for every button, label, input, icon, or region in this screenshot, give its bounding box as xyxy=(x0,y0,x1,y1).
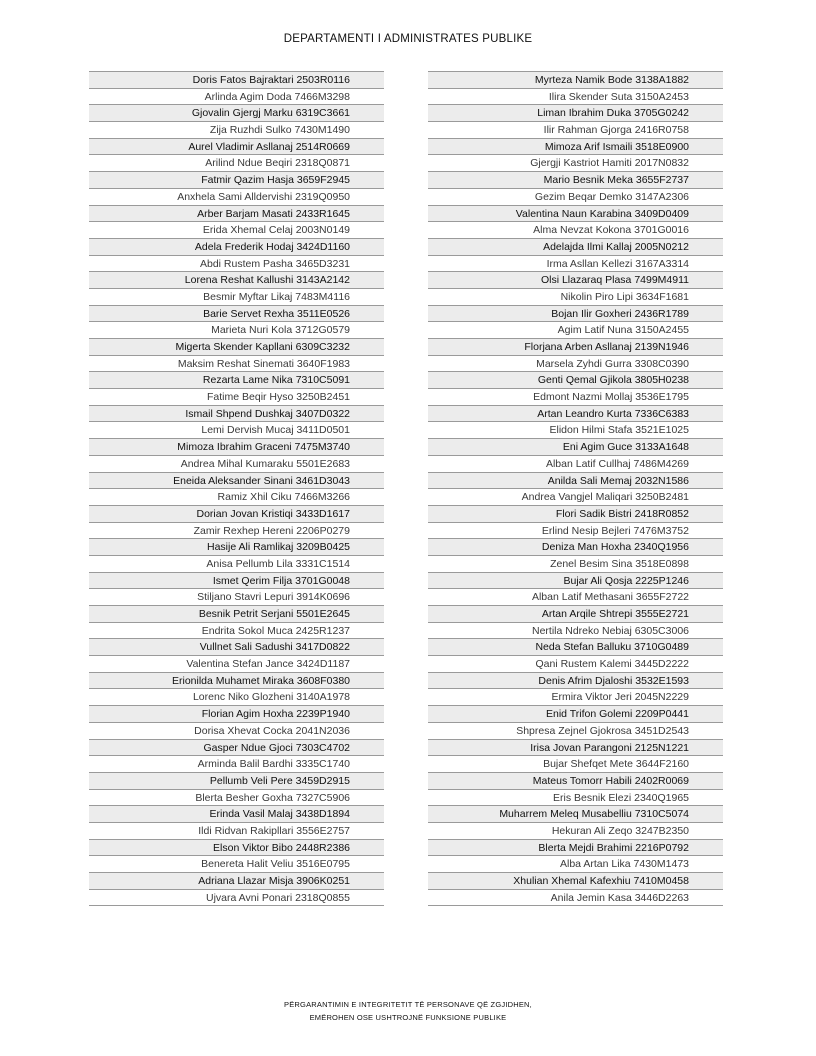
list-item: Blerta Besher Goxha 7327C5906 xyxy=(89,790,384,807)
list-item: Ermira Viktor Jeri 2045N2229 xyxy=(428,689,723,706)
list-item: Erida Xhemal Celaj 2003N0149 xyxy=(89,222,384,239)
list-item: Doris Fatos Bajraktari 2503R0116 xyxy=(89,72,384,89)
list-item: Mario Besnik Meka 3655F2737 xyxy=(428,172,723,189)
list-item: Genti Qemal Gjikola 3805H0238 xyxy=(428,372,723,389)
list-item: Mimoza Arif Ismaili 3518E0900 xyxy=(428,139,723,156)
list-item: Migerta Skender Kapllani 6309C3232 xyxy=(89,339,384,356)
list-item: Ilir Rahman Gjorga 2416R0758 xyxy=(428,122,723,139)
list-item: Enid Trifon Golemi 2209P0441 xyxy=(428,706,723,723)
list-item: Agim Latif Nuna 3150A2455 xyxy=(428,322,723,339)
list-item: Valentina Stefan Jance 3424D1187 xyxy=(89,656,384,673)
list-item: Anisa Pellumb Lila 3331C1514 xyxy=(89,556,384,573)
list-item: Mimoza Ibrahim Graceni 7475M3740 xyxy=(89,439,384,456)
list-item: Aurel Vladimir Asllanaj 2514R0669 xyxy=(89,139,384,156)
list-item: Dorisa Xhevat Cocka 2041N2036 xyxy=(89,723,384,740)
list-item: Neda Stefan Balluku 3710G0489 xyxy=(428,639,723,656)
list-item: Eneida Aleksander Sinani 3461D3043 xyxy=(89,473,384,490)
list-item: Lemi Dervish Mucaj 3411D0501 xyxy=(89,422,384,439)
list-item: Ujvara Avni Ponari 2318Q0855 xyxy=(89,890,384,907)
list-item: Blerta Mejdi Brahimi 2216P0792 xyxy=(428,840,723,857)
list-item: Gezim Beqar Demko 3147A2306 xyxy=(428,189,723,206)
list-item: Ismet Qerim Filja 3701G0048 xyxy=(89,573,384,590)
list-item: Erionilda Muhamet Miraka 3608F0380 xyxy=(89,673,384,690)
right-name-list xyxy=(428,71,723,906)
list-item: Alban Latif Methasani 3655F2722 xyxy=(428,589,723,606)
list-item: Edmont Nazmi Mollaj 3536E1795 xyxy=(428,389,723,406)
list-item: Bujar Shefqet Mete 3644F2160 xyxy=(428,756,723,773)
list-item: Fatmir Qazim Hasja 3659F2945 xyxy=(89,172,384,189)
list-item: Ramiz Xhil Ciku 7466M3266 xyxy=(89,489,384,506)
list-item: Myrteza Namik Bode 3138A1882 xyxy=(428,72,723,89)
list-item: Adela Frederik Hodaj 3424D1160 xyxy=(89,239,384,256)
list-item: Artan Leandro Kurta 7336C6383 xyxy=(428,406,723,423)
list-item: Arlinda Agim Doda 7466M3298 xyxy=(89,89,384,106)
list-item: Irisa Jovan Parangoni 2125N1221 xyxy=(428,740,723,757)
list-item: Arber Barjam Masati 2433R1645 xyxy=(89,206,384,223)
list-item: Erinda Vasil Malaj 3438D1894 xyxy=(89,806,384,823)
list-item: Irma Asllan Kellezi 3167A3314 xyxy=(428,256,723,273)
list-item: Gjovalin Gjergj Marku 6319C3661 xyxy=(89,105,384,122)
list-item: Shpresa Zejnel Gjokrosa 3451D2543 xyxy=(428,723,723,740)
list-item: Lorena Reshat Kallushi 3143A2142 xyxy=(89,272,384,289)
list-item: Abdi Rustem Pasha 3465D3231 xyxy=(89,256,384,273)
list-item: Alban Latif Cullhaj 7486M4269 xyxy=(428,456,723,473)
list-item: Stiljano Stavri Lepuri 3914K0696 xyxy=(89,589,384,606)
list-item: Zenel Besim Sina 3518E0898 xyxy=(428,556,723,573)
list-item: Florian Agim Hoxha 2239P1940 xyxy=(89,706,384,723)
footer-line-2: EMËROHEN OSE USHTROJNË FUNKSIONE PUBLIKE xyxy=(309,1013,507,1022)
list-item: Ildi Ridvan Rakipllari 3556E2757 xyxy=(89,823,384,840)
list-item: Elidon Hilmi Stafa 3521E1025 xyxy=(428,422,723,439)
list-item: Andrea Vangjel Maliqari 3250B2481 xyxy=(428,489,723,506)
list-item: Anilda Sali Memaj 2032N1586 xyxy=(428,473,723,490)
list-item: Lorenc Niko Glozheni 3140A1978 xyxy=(89,689,384,706)
list-item: Dorian Jovan Kristiqi 3433D1617 xyxy=(89,506,384,523)
footer xyxy=(0,998,816,1024)
list-item: Denis Afrim Djaloshi 3532E1593 xyxy=(428,673,723,690)
list-item: Olsi Llazaraq Plasa 7499M4911 xyxy=(428,272,723,289)
list-item: Flori Sadik Bistri 2418R0852 xyxy=(428,506,723,523)
list-item: Elson Viktor Bibo 2448R2386 xyxy=(89,840,384,857)
page-title: DEPARTAMENTI I ADMINISTRATES PUBLIKE xyxy=(283,33,533,45)
list-item: Marieta Nuri Kola 3712G0579 xyxy=(89,322,384,339)
list-item: Xhulian Xhemal Kafexhiu 7410M0458 xyxy=(428,873,723,890)
list-item: Adelajda Ilmi Kallaj 2005N0212 xyxy=(428,239,723,256)
list-item: Qani Rustem Kalemi 3445D2222 xyxy=(428,656,723,673)
list-item: Deniza Man Hoxha 2340Q1956 xyxy=(428,539,723,556)
list-item: Zamir Rexhep Hereni 2206P0279 xyxy=(89,523,384,540)
list-item: Muharrem Meleq Musabelliu 7310C5074 xyxy=(428,806,723,823)
list-item: Besmir Myftar Likaj 7483M4116 xyxy=(89,289,384,306)
list-item: Bojan Ilir Goxheri 2436R1789 xyxy=(428,306,723,323)
list-item: Andrea Mihal Kumaraku 5501E2683 xyxy=(89,456,384,473)
list-item: Zija Ruzhdi Sulko 7430M1490 xyxy=(89,122,384,139)
list-item: Mateus Tomorr Habili 2402R0069 xyxy=(428,773,723,790)
list-item: Rezarta Lame Nika 7310C5091 xyxy=(89,372,384,389)
footer-line-1: PËRGARANTIMIN E INTEGRITETIT TË PERSONAVE QË ZGJIDHEN, xyxy=(284,1000,532,1009)
list-item: Valentina Naun Karabina 3409D0409 xyxy=(428,206,723,223)
list-item: Alba Artan Lika 7430M1473 xyxy=(428,856,723,873)
list-item: Benereta Halit Veliu 3516E0795 xyxy=(89,856,384,873)
list-item: Eni Agim Guce 3133A1648 xyxy=(428,439,723,456)
list-item: Nikolin Piro Lipi 3634F1681 xyxy=(428,289,723,306)
list-item: Ilira Skender Suta 3150A2453 xyxy=(428,89,723,106)
list-item: Arilind Ndue Beqiri 2318Q0871 xyxy=(89,155,384,172)
list-item: Nertila Ndreko Nebiaj 6305C3006 xyxy=(428,623,723,640)
list-item: Liman Ibrahim Duka 3705G0242 xyxy=(428,105,723,122)
list-item: Alma Nevzat Kokona 3701G0016 xyxy=(428,222,723,239)
list-item: Vullnet Sali Sadushi 3417D0822 xyxy=(89,639,384,656)
list-item: Endrita Sokol Muca 2425R1237 xyxy=(89,623,384,640)
list-item: Barie Servet Rexha 3511E0526 xyxy=(89,306,384,323)
list-item: Gasper Ndue Gjoci 7303C4702 xyxy=(89,740,384,757)
list-item: Hasije Ali Ramlikaj 3209B0425 xyxy=(89,539,384,556)
list-item: Eris Besnik Elezi 2340Q1965 xyxy=(428,790,723,807)
list-item: Anxhela Sami Alldervishi 2319Q0950 xyxy=(89,189,384,206)
list-item: Hekuran Ali Zeqo 3247B2350 xyxy=(428,823,723,840)
left-name-list xyxy=(89,71,384,906)
list-item: Anila Jemin Kasa 3446D2263 xyxy=(428,890,723,907)
list-item: Arminda Balil Bardhi 3335C1740 xyxy=(89,756,384,773)
list-item: Florjana Arben Asllanaj 2139N1946 xyxy=(428,339,723,356)
list-item: Artan Arqile Shtrepi 3555E2721 xyxy=(428,606,723,623)
list-item: Besnik Petrit Serjani 5501E2645 xyxy=(89,606,384,623)
list-item: Maksim Reshat Sinemati 3640F1983 xyxy=(89,356,384,373)
list-item: Fatime Beqir Hyso 3250B2451 xyxy=(89,389,384,406)
list-item: Adriana Llazar Misja 3906K0251 xyxy=(89,873,384,890)
list-item: Bujar Ali Qosja 2225P1246 xyxy=(428,573,723,590)
list-item: Pellumb Veli Pere 3459D2915 xyxy=(89,773,384,790)
list-item: Marsela Zyhdi Gurra 3308C0390 xyxy=(428,356,723,373)
list-item: Ismail Shpend Dushkaj 3407D0322 xyxy=(89,406,384,423)
list-item: Gjergji Kastriot Hamiti 2017N0832 xyxy=(428,155,723,172)
list-item: Erlind Nesip Bejleri 7476M3752 xyxy=(428,523,723,540)
